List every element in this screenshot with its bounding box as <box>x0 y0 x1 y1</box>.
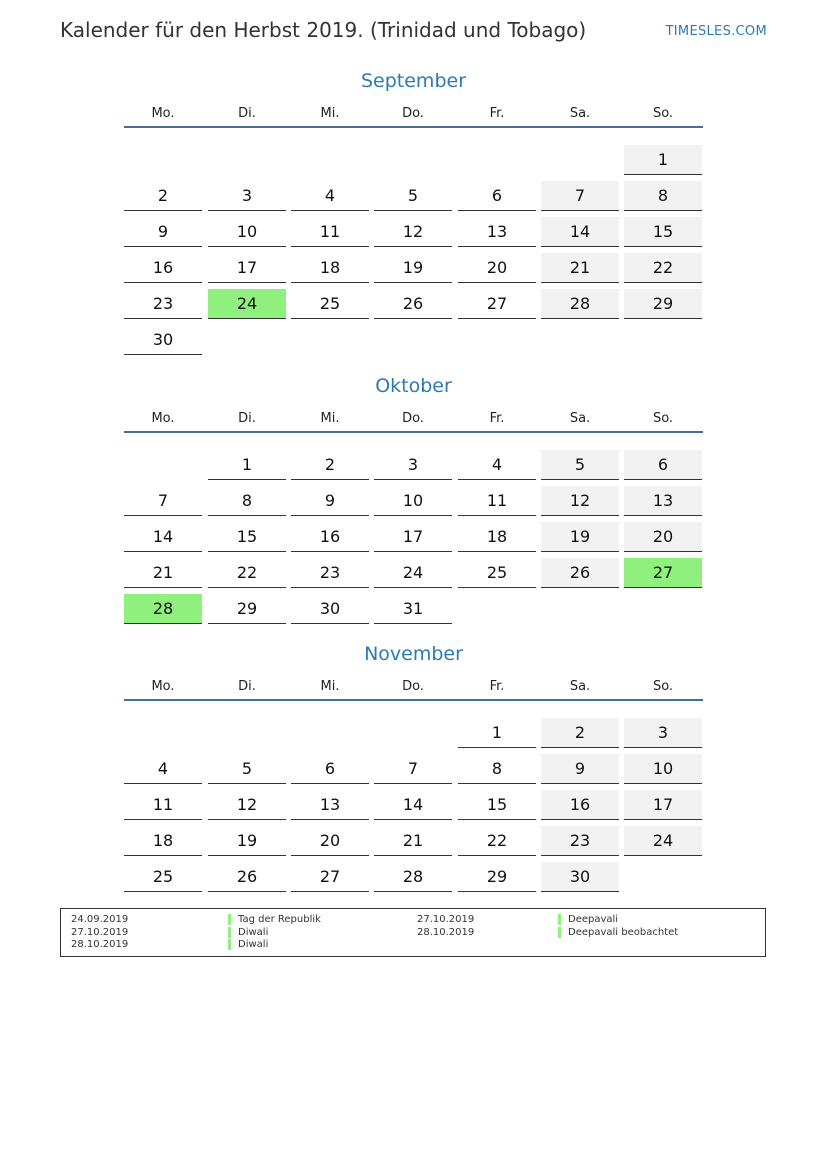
day-cell: 27 <box>624 558 702 588</box>
day-cell: 17 <box>374 522 452 552</box>
day-cell: 29 <box>624 289 702 319</box>
day-cell: 27 <box>458 289 536 319</box>
weekday-label: Do. <box>402 106 424 121</box>
day-cell: 29 <box>208 594 286 624</box>
day-cell: 13 <box>458 217 536 247</box>
day-cell: 21 <box>374 826 452 856</box>
day-cell: 11 <box>124 790 202 820</box>
day-cell: 13 <box>291 790 369 820</box>
day-cell: 21 <box>541 253 619 283</box>
day-cell: 17 <box>624 790 702 820</box>
day-cell: 3 <box>374 450 452 480</box>
day-cell: 24 <box>374 558 452 588</box>
day-cell: 4 <box>124 754 202 784</box>
weekday-label: Mi. <box>320 411 340 426</box>
day-cell: 28 <box>541 289 619 319</box>
day-cell: 15 <box>208 522 286 552</box>
weekday-label: Mo. <box>151 411 175 426</box>
day-cell: 3 <box>624 718 702 748</box>
day-cell: 23 <box>291 558 369 588</box>
day-cell: 28 <box>374 862 452 892</box>
header-divider <box>124 126 703 128</box>
weekday-label: Sa. <box>569 106 591 121</box>
legend-date: 28.10.2019 <box>417 927 475 938</box>
weekday-label: Mo. <box>151 106 175 121</box>
month-name: September <box>360 70 467 92</box>
day-cell: 9 <box>541 754 619 784</box>
day-cell: 31 <box>374 594 452 624</box>
day-cell: 30 <box>291 594 369 624</box>
day-cell: 25 <box>124 862 202 892</box>
day-cell: 19 <box>374 253 452 283</box>
brand-link[interactable]: TIMESLES.COM <box>665 24 767 39</box>
day-cell: 16 <box>124 253 202 283</box>
weekday-label: So. <box>652 411 674 426</box>
weekday-label: Di. <box>238 106 256 121</box>
day-cell: 10 <box>624 754 702 784</box>
day-cell: 26 <box>374 289 452 319</box>
weekday-label: Do. <box>402 679 424 694</box>
day-cell: 15 <box>458 790 536 820</box>
legend-holiday-name: Deepavali <box>558 914 618 925</box>
day-cell: 18 <box>291 253 369 283</box>
day-cell: 16 <box>541 790 619 820</box>
day-cell: 24 <box>208 289 286 319</box>
legend-date: 27.10.2019 <box>417 914 475 925</box>
day-cell: 6 <box>291 754 369 784</box>
day-cell: 23 <box>124 289 202 319</box>
day-cell: 11 <box>291 217 369 247</box>
weekday-label: Do. <box>402 411 424 426</box>
legend-holiday-name: Tag der Republik <box>228 914 321 925</box>
day-cell: 8 <box>208 486 286 516</box>
day-cell: 18 <box>458 522 536 552</box>
weekday-label: Mi. <box>320 106 340 121</box>
day-cell: 22 <box>458 826 536 856</box>
month-name: Oktober <box>375 375 452 397</box>
header-divider <box>124 699 703 701</box>
day-cell: 1 <box>208 450 286 480</box>
weekday-label: Sa. <box>569 411 591 426</box>
day-cell: 19 <box>208 826 286 856</box>
legend-date: 24.09.2019 <box>71 914 129 925</box>
weekday-label: Di. <box>238 679 256 694</box>
day-cell: 2 <box>291 450 369 480</box>
day-cell: 18 <box>124 826 202 856</box>
day-cell: 17 <box>208 253 286 283</box>
legend-holiday-name: Deepavali beobachtet <box>558 927 678 938</box>
day-cell: 26 <box>541 558 619 588</box>
day-cell: 19 <box>541 522 619 552</box>
header-divider <box>124 431 703 433</box>
day-cell: 13 <box>624 486 702 516</box>
day-cell: 26 <box>208 862 286 892</box>
day-cell: 30 <box>541 862 619 892</box>
day-cell: 14 <box>541 217 619 247</box>
day-cell: 30 <box>124 325 202 355</box>
weekday-label: Fr. <box>489 679 505 694</box>
day-cell: 6 <box>458 181 536 211</box>
page-title: Kalender für den Herbst 2019. (Trinidad und Tobago) <box>60 18 587 42</box>
weekday-label: Di. <box>238 411 256 426</box>
day-cell: 10 <box>374 486 452 516</box>
day-cell: 14 <box>374 790 452 820</box>
day-cell: 12 <box>374 217 452 247</box>
legend-holiday-name: Diwali <box>228 927 268 938</box>
weekday-label: Fr. <box>489 411 505 426</box>
day-cell: 23 <box>541 826 619 856</box>
day-cell: 5 <box>541 450 619 480</box>
day-cell: 25 <box>291 289 369 319</box>
day-cell: 11 <box>458 486 536 516</box>
day-cell: 6 <box>624 450 702 480</box>
day-cell: 1 <box>624 145 702 175</box>
day-cell: 9 <box>291 486 369 516</box>
day-cell: 4 <box>291 181 369 211</box>
day-cell: 9 <box>124 217 202 247</box>
day-cell: 2 <box>124 181 202 211</box>
day-cell: 14 <box>124 522 202 552</box>
legend-date: 27.10.2019 <box>71 927 129 938</box>
holiday-legend <box>60 908 766 957</box>
day-cell: 25 <box>458 558 536 588</box>
day-cell: 20 <box>458 253 536 283</box>
weekday-label: Mo. <box>151 679 175 694</box>
day-cell: 7 <box>541 181 619 211</box>
day-cell: 10 <box>208 217 286 247</box>
day-cell: 22 <box>624 253 702 283</box>
month-name: November <box>364 643 463 665</box>
day-cell: 29 <box>458 862 536 892</box>
day-cell: 8 <box>458 754 536 784</box>
day-cell: 12 <box>208 790 286 820</box>
day-cell: 3 <box>208 181 286 211</box>
day-cell: 7 <box>124 486 202 516</box>
day-cell: 2 <box>541 718 619 748</box>
day-cell: 20 <box>624 522 702 552</box>
day-cell: 12 <box>541 486 619 516</box>
day-cell: 4 <box>458 450 536 480</box>
legend-date: 28.10.2019 <box>71 939 129 950</box>
weekday-label: Fr. <box>489 106 505 121</box>
day-cell: 20 <box>291 826 369 856</box>
day-cell: 27 <box>291 862 369 892</box>
weekday-label: So. <box>652 106 674 121</box>
day-cell: 16 <box>291 522 369 552</box>
weekday-label: Mi. <box>320 679 340 694</box>
day-cell: 22 <box>208 558 286 588</box>
day-cell: 8 <box>624 181 702 211</box>
day-cell: 15 <box>624 217 702 247</box>
day-cell: 24 <box>624 826 702 856</box>
day-cell: 5 <box>374 181 452 211</box>
weekday-label: So. <box>652 679 674 694</box>
day-cell: 21 <box>124 558 202 588</box>
day-cell: 28 <box>124 594 202 624</box>
day-cell: 7 <box>374 754 452 784</box>
day-cell: 5 <box>208 754 286 784</box>
legend-holiday-name: Diwali <box>228 939 268 950</box>
weekday-label: Sa. <box>569 679 591 694</box>
day-cell: 1 <box>458 718 536 748</box>
